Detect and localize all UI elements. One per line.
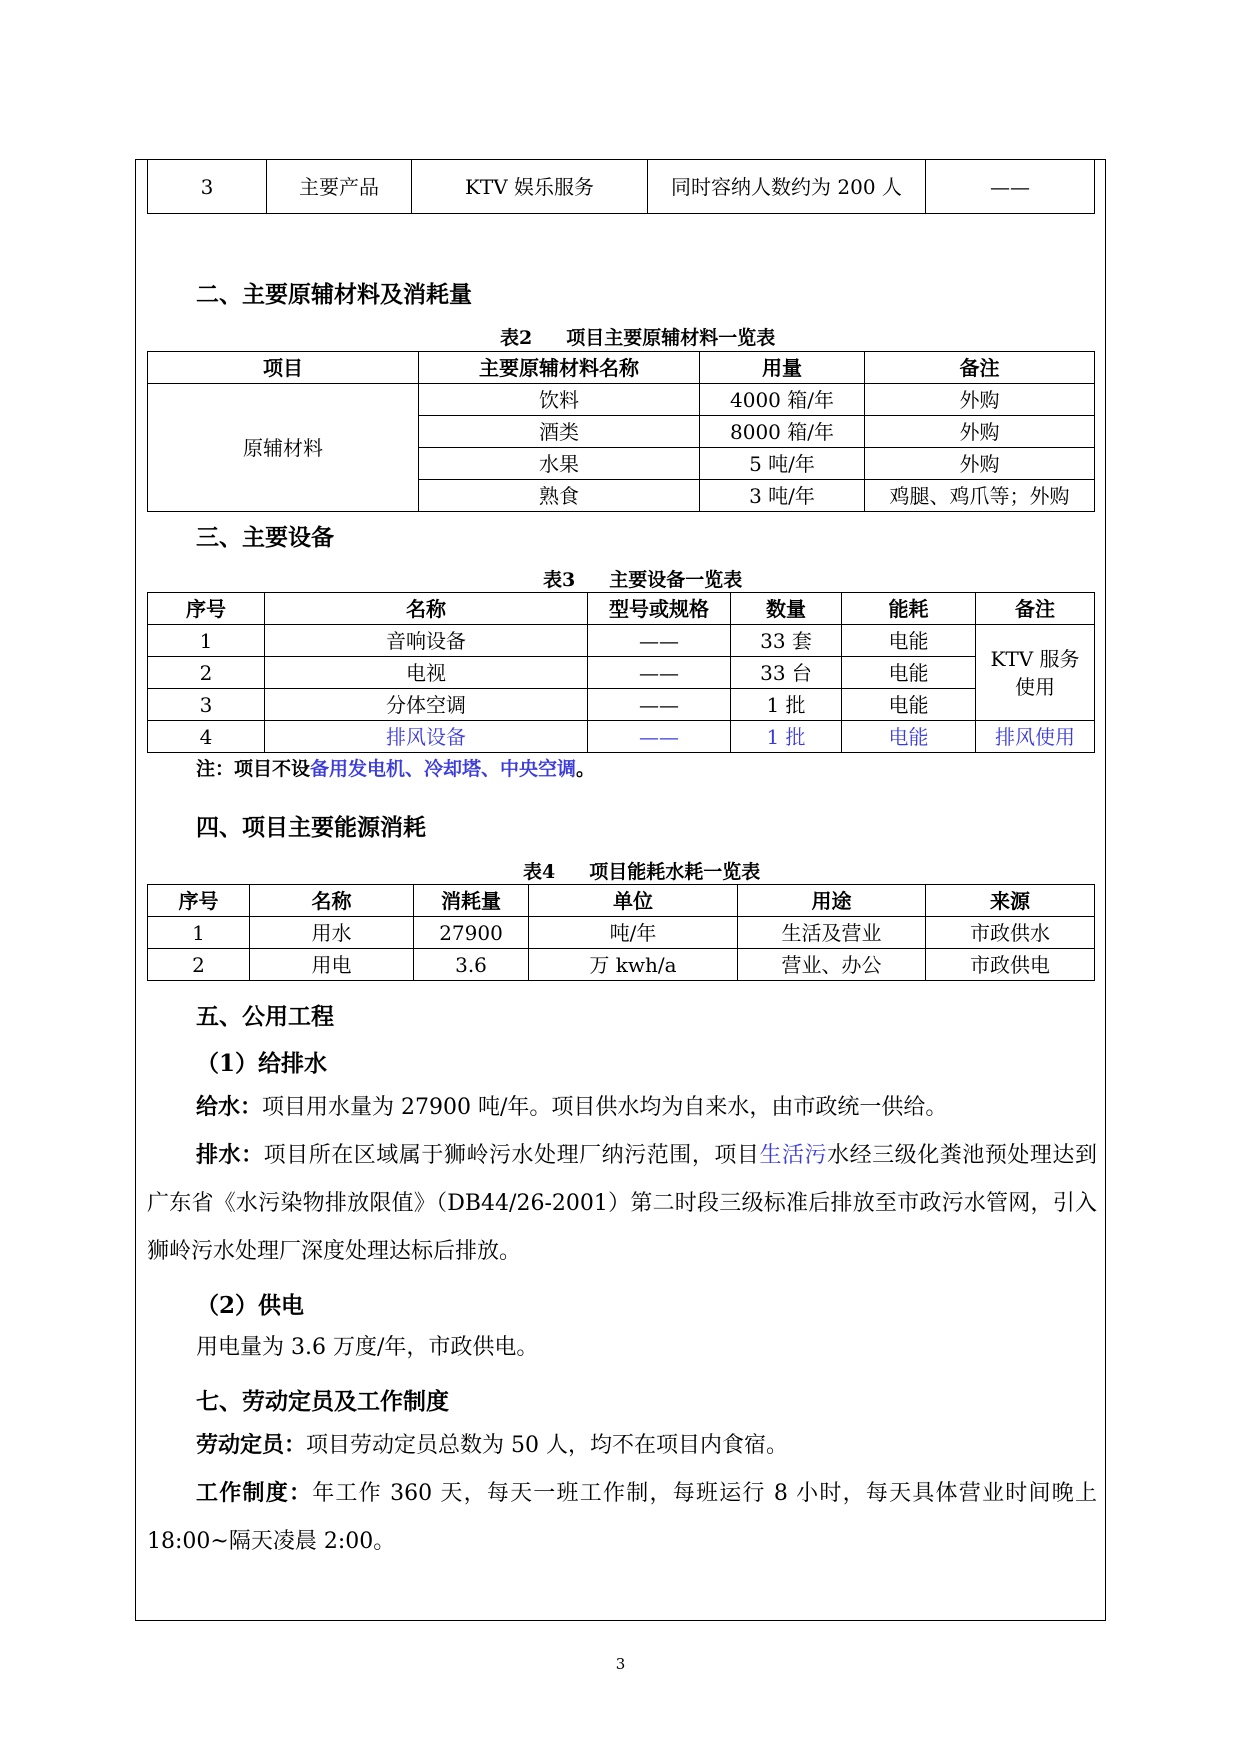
schedule-label: 工作制度： xyxy=(196,1480,313,1506)
table-cell: —— xyxy=(588,625,731,657)
column-header: 项目 xyxy=(148,352,419,384)
table-cell: 用电 xyxy=(250,949,414,981)
section2-heading: 二、主要原辅材料及消耗量 xyxy=(196,281,472,308)
power-text: 用电量为 3.6 万度/年，市政供电。 xyxy=(196,1335,539,1360)
caption-title: 主要设备一览表 xyxy=(609,569,743,591)
page-number: 3 xyxy=(615,1655,626,1673)
column-header: 序号 xyxy=(148,593,265,625)
table-cell: 电能 xyxy=(842,625,976,657)
column-header: 主要原辅材料名称 xyxy=(419,352,700,384)
table-cell: 2 xyxy=(148,657,265,689)
supply-text: 项目用水量为 27900 吨/年。项目供水均为自来水，由市政统一供给。 xyxy=(262,1095,948,1120)
water-subheading: （1）给排水 xyxy=(196,1050,328,1077)
table-cell: 1 批 xyxy=(731,721,842,753)
table-cell: 电视 xyxy=(265,657,588,689)
materials-table xyxy=(147,351,1095,512)
column-header: 消耗量 xyxy=(414,885,529,917)
table-row xyxy=(148,625,1095,657)
table-row xyxy=(148,949,1095,981)
table-cell: 鸡腿、鸡爪等；外购 xyxy=(865,480,1095,512)
energy-table xyxy=(147,884,1095,981)
table-cell: 市政供水 xyxy=(926,917,1095,949)
section5-heading: 五、公用工程 xyxy=(196,1003,334,1030)
table-cell: 3 xyxy=(148,689,265,721)
drain-text-a: 项目所在区域属于狮岭污水处理厂纳污范围，项目 xyxy=(263,1143,760,1168)
table-row xyxy=(148,384,1095,416)
table-cell: 市政供电 xyxy=(926,949,1095,981)
column-header: 备注 xyxy=(976,593,1095,625)
table-cell: KTV 娱乐服务 xyxy=(412,160,648,214)
table-cell: 酒类 xyxy=(419,416,700,448)
section4-heading: 四、项目主要能源消耗 xyxy=(196,814,426,841)
table-cell: 排风设备 xyxy=(265,721,588,753)
note-prefix: 注：项目不设 xyxy=(196,758,311,780)
table-cell: 电能 xyxy=(842,721,976,753)
table-cell: 音响设备 xyxy=(265,625,588,657)
table-header-row xyxy=(148,593,1095,625)
table-cell: 同时容纳人数约为 200 人 xyxy=(648,160,926,214)
table-cell: 熟食 xyxy=(419,480,700,512)
table-cell: 主要产品 xyxy=(267,160,412,214)
column-header: 单位 xyxy=(529,885,738,917)
staff-text: 项目劳动定员总数为 50 人，均不在项目内食宿。 xyxy=(306,1433,788,1458)
table-cell: 外购 xyxy=(865,384,1095,416)
table-cell: 3 吨/年 xyxy=(700,480,865,512)
merged-note-cell: KTV 服务使用 xyxy=(976,625,1095,721)
column-header: 用量 xyxy=(700,352,865,384)
supply-label: 给水： xyxy=(196,1094,263,1120)
table-cell: 外购 xyxy=(865,416,1095,448)
table-cell: 生活及营业 xyxy=(738,917,926,949)
power-paragraph xyxy=(147,1324,1097,1372)
caption-number: 表3 xyxy=(543,569,576,591)
table-cell: 3.6 xyxy=(414,949,529,981)
table-header-row xyxy=(148,352,1095,384)
column-header: 来源 xyxy=(926,885,1095,917)
table-cell: —— xyxy=(926,160,1095,214)
table-header-row xyxy=(148,885,1095,917)
table-cell: —— xyxy=(588,689,731,721)
table-cell: 排风使用 xyxy=(976,721,1095,753)
table-cell: 3 xyxy=(148,160,267,214)
table-row xyxy=(148,917,1095,949)
note-highlight: 备用发电机、冷却塔、中央空调 xyxy=(310,758,577,780)
table-cell: 营业、办公 xyxy=(738,949,926,981)
staff-paragraph xyxy=(147,1421,1097,1470)
table2-caption xyxy=(500,323,775,350)
table-cell: —— xyxy=(588,657,731,689)
caption-title: 项目主要原辅材料一览表 xyxy=(566,327,776,349)
table-cell: 27900 xyxy=(414,917,529,949)
caption-title: 项目能耗水耗一览表 xyxy=(589,861,761,883)
caption-number: 表4 xyxy=(523,861,556,883)
table-cell: 1 xyxy=(148,917,250,949)
table-cell: 饮料 xyxy=(419,384,700,416)
drainage-paragraph xyxy=(147,1131,1097,1276)
drain-label: 排水： xyxy=(196,1142,264,1168)
column-header: 序号 xyxy=(148,885,250,917)
table4-caption xyxy=(523,857,760,884)
table-row xyxy=(148,160,1095,214)
group-label-cell: 原辅材料 xyxy=(148,384,419,512)
table-cell: 1 批 xyxy=(731,689,842,721)
note-suffix: 。 xyxy=(576,758,596,780)
column-header: 备注 xyxy=(865,352,1095,384)
table-cell: 用水 xyxy=(250,917,414,949)
table-cell: 外购 xyxy=(865,448,1095,480)
section7-heading: 七、劳动定员及工作制度 xyxy=(196,1388,449,1415)
table-cell: 33 套 xyxy=(731,625,842,657)
caption-number: 表2 xyxy=(500,327,533,349)
table-cell: 万 kwh/a xyxy=(529,949,738,981)
column-header: 数量 xyxy=(731,593,842,625)
table-cell: 4000 箱/年 xyxy=(700,384,865,416)
table-cell: 电能 xyxy=(842,689,976,721)
power-subheading: （2）供电 xyxy=(196,1292,305,1319)
table-cell: 电能 xyxy=(842,657,976,689)
table-cell: 4 xyxy=(148,721,265,753)
equipment-table xyxy=(147,592,1095,753)
drain-text-highlight: 生活污 xyxy=(759,1143,828,1168)
schedule-paragraph xyxy=(147,1469,1097,1566)
column-header: 用途 xyxy=(738,885,926,917)
table-row xyxy=(148,657,1095,689)
table-cell: —— xyxy=(588,721,731,753)
top-table xyxy=(147,159,1095,214)
table-cell: 8000 箱/年 xyxy=(700,416,865,448)
column-header: 名称 xyxy=(250,885,414,917)
column-header: 能耗 xyxy=(842,593,976,625)
table-cell: 水果 xyxy=(419,448,700,480)
table-cell: 33 台 xyxy=(731,657,842,689)
table-row xyxy=(148,689,1095,721)
table-cell: 分体空调 xyxy=(265,689,588,721)
schedule-text: 年工作 360 天，每天一班工作制，每班运行 8 小时，每天具体营业时间晚上 18:00~隔天凌晨 2:00。 xyxy=(147,1481,1097,1554)
table3-caption xyxy=(543,565,742,592)
section3-heading: 三、主要设备 xyxy=(196,524,334,551)
table-cell: 2 xyxy=(148,949,250,981)
table-cell: 吨/年 xyxy=(529,917,738,949)
table-row xyxy=(148,721,1095,753)
staff-label: 劳动定员： xyxy=(196,1432,307,1458)
water-supply-paragraph xyxy=(147,1083,1097,1132)
column-header: 型号或规格 xyxy=(588,593,731,625)
table-cell: 1 xyxy=(148,625,265,657)
column-header: 名称 xyxy=(265,593,588,625)
table-cell: 5 吨/年 xyxy=(700,448,865,480)
equipment-note xyxy=(196,754,595,781)
drain-text-b: 水经三级化粪池预处理达到广东省《水污染物排放限值》（DB44/26-2001）第二时段三级标准后排放至市政污水管网，引入狮岭污水处理厂深度处理达标后排放。 xyxy=(147,1143,1097,1264)
